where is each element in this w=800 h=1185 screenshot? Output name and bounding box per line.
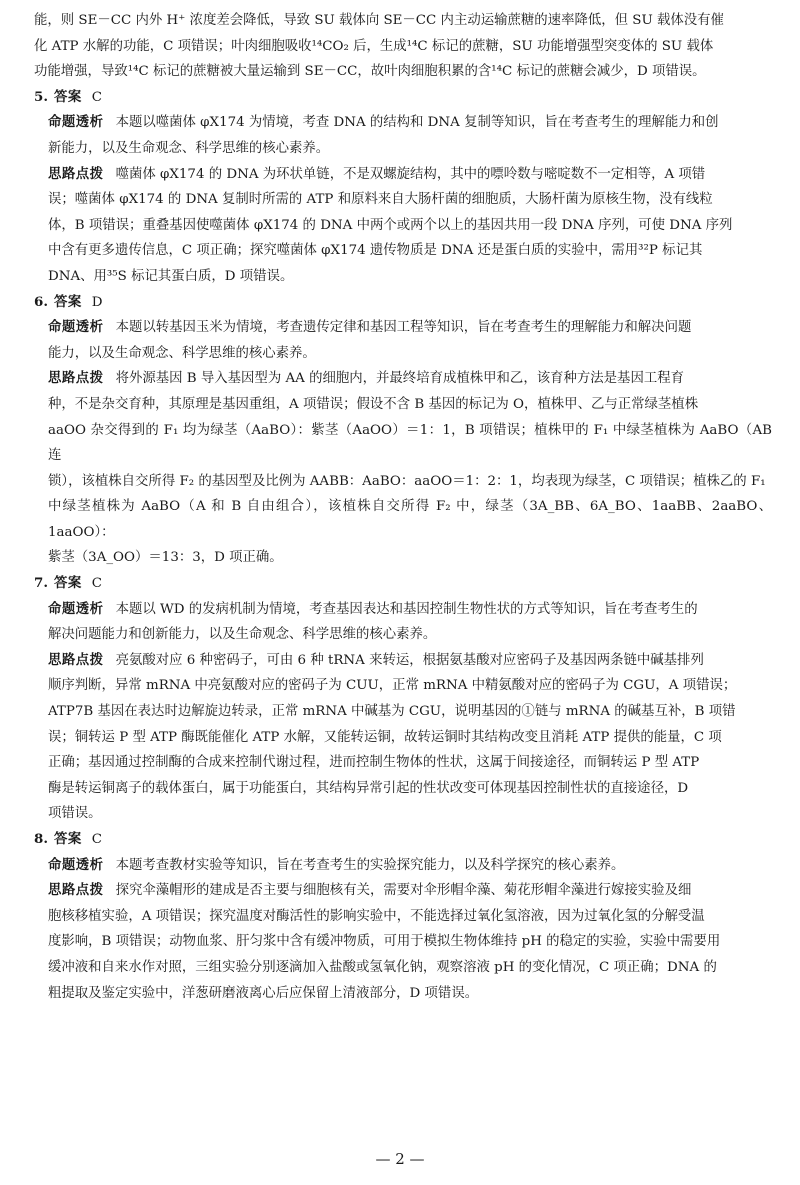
text-line: 本题以转基因玉米为情境，考查遗传定律和基因工程等知识，旨在考查考生的理解能力和解决问题	[115, 320, 692, 336]
text-line: 粗提取及鉴定实验中，洋葱研磨液离心后应保留上清液部分，D 项错误。	[48, 985, 479, 1001]
text-line: 酶是转运铜离子的载体蛋白，属于功能蛋白，其结构异常引起的性状改变可体现基因控制性状的直接途径，D	[48, 780, 689, 796]
text-line: 能，则 SE－CC 内外 H⁺ 浓度差会降低，导致 SU 载体向 SE－CC 内主动运输蔗糖的速率降低，但 SU 载体没有催	[34, 13, 724, 28]
text-line: 种，不是杂交育种，其原理是基因重组，A 项错误；假设不含 B 基因的标记为 O，植株甲、乙与正常绿茎植株	[48, 396, 699, 412]
page-number: — 2 —	[375, 1150, 425, 1169]
question-block-5	[34, 85, 772, 290]
tip-section	[34, 366, 772, 571]
text-line: 新能力，以及生命观念、科学思维的核心素养。	[48, 140, 330, 156]
text-line: 中绿茎植株为 AaBO（A 和 B 自由组合），该植株自交所得 F₂ 中，绿茎（3A_BB、6A_BO、1aaBB、2aaBO、1aaOO）：	[48, 499, 772, 540]
answer-label: 答案	[53, 575, 82, 592]
answer-heading	[34, 571, 772, 597]
intent-section	[34, 110, 772, 161]
tip-label: 思路点拨	[48, 882, 104, 899]
tip-label: 思路点拨	[48, 651, 104, 668]
tip-label: 思路点拨	[48, 165, 104, 182]
answer-value: C	[91, 89, 103, 105]
intent-section	[34, 597, 772, 648]
text-line: 解决问题能力和创新能力，以及生命观念、科学思维的核心素养。	[48, 627, 437, 643]
text-line: 化 ATP 水解的功能，C 项错误；叶肉细胞吸收¹⁴CO₂ 后，生成¹⁴C 标记的蔗糖，SU 功能增强型突变体的 SU 载体	[34, 38, 714, 54]
question-number: 8.	[34, 831, 48, 847]
question-block-6	[34, 290, 772, 572]
intent-label: 命题透析	[48, 114, 104, 131]
intent-section	[34, 853, 772, 879]
text-line: 本题考查教材实验等知识，旨在考查考生的实验探究能力，以及科学探究的核心素养。	[115, 857, 625, 873]
tip-label: 思路点拨	[48, 370, 104, 387]
text-line: ATP7B 基因在表达时边解旋边转录，正常 mRNA 中碱基为 CGU，说明基因的①链与 mRNA 的碱基互补，B 项错	[48, 704, 736, 720]
answer-label: 答案	[53, 293, 82, 310]
intent-label: 命题透析	[48, 600, 104, 617]
text-line: 顺序判断，异常 mRNA 中亮氨酸对应的密码子为 CUU，正常 mRNA 中精氨酸对应的密码子为 CGU，A 项错误；	[48, 678, 737, 694]
text-line: 体，B 项错误；重叠基因使噬菌体 φX174 的 DNA 中两个或两个以上的基因共用一段 DNA 序列，可使 DNA 序列	[48, 217, 733, 233]
text-line: 正确；基因通过控制酶的合成来控制代谢过程，进而控制生物体的性状，这属于间接途径，而铜转运 P 型 ATP	[48, 755, 700, 771]
text-line: 胞核移植实验，A 项错误；探究温度对酶活性的影响实验中，不能选择过氧化氢溶液，因为过氧化氢的分解受温	[48, 908, 705, 924]
text-line: 探究伞藻帽形的建成是否主要与细胞核有关，需要对伞形帽伞藻、菊花形帽伞藻进行嫁接实验及细	[115, 883, 692, 899]
carryover-paragraph	[34, 8, 772, 85]
intent-label: 命题透析	[48, 856, 104, 873]
text-line: 缓冲液和自来水作对照，三组实验分别逐滴加入盐酸或氢氧化钠，观察溶液 pH 的变化情况，C 项正确；DNA 的	[48, 959, 717, 975]
text-line: 项错误。	[48, 806, 102, 822]
intent-label: 命题透析	[48, 319, 104, 336]
text-line: 功能增强，导致¹⁴C 标记的蔗糖被大量运输到 SE－CC，故叶肉细胞积累的含¹⁴C 标记的蔗糖会减少，D 项错误。	[34, 64, 706, 80]
text-line: 噬菌体 φX174 的 DNA 为环状单链，不是双螺旋结构，其中的嘌呤数与嘧啶数不一定相等，A 项错	[115, 166, 706, 182]
tip-section	[34, 648, 772, 827]
text-line: aaOO 杂交得到的 F₁ 均为绿茎（AaBO）：紫茎（AaOO）＝1：1，B 项错误；植株甲的 F₁ 中绿茎植株为 AaBO（AB 连	[48, 422, 772, 464]
text-line: 亮氨酸对应 6 种密码子，可由 6 种 tRNA 来转运，根据氨基酸对应密码子及基因两条链中碱基排列	[115, 652, 704, 668]
answer-heading	[34, 290, 772, 316]
text-line: 紫茎（3A_OO）＝13：3，D 项正确。	[48, 550, 283, 566]
text-line: 本题以 WD 的发病机制为情境，考查基因表达和基因控制生物性状的方式等知识，旨在考查考生的	[115, 601, 698, 617]
answer-value: C	[91, 576, 103, 592]
text-line: 误；铜转运 P 型 ATP 酶既能催化 ATP 水解，又能转运铜，故转运铜时其结构改变且消耗 ATP 提供的能量，C 项	[48, 729, 722, 745]
question-number: 7.	[34, 575, 48, 592]
text-line: 误；噬菌体 φX174 的 DNA 复制时所需的 ATP 和原料来自大肠杆菌的细胞质，大肠杆菌为原核生物，没有线粒	[48, 192, 713, 208]
tip-section	[34, 878, 772, 1006]
intent-section	[34, 315, 772, 366]
answer-label: 答案	[53, 88, 82, 105]
answer-heading	[34, 85, 772, 111]
text-line: 本题以噬菌体 φX174 为情境，考查 DNA 的结构和 DNA 复制等知识，旨在考查考生的理解能力和创	[115, 115, 719, 131]
answer-label: 答案	[53, 831, 82, 847]
text-line: 锁），该植株自交所得 F₂ 的基因型及比例为 AABB：AaBO：aaOO＝1：2：1，均表现为绿茎，C 项错误；植株乙的 F₁	[48, 473, 766, 489]
answer-heading	[34, 827, 772, 853]
text-line: 度影响，B 项错误；动物血浆、肝匀浆中含有缓冲物质，可用于模拟生物体维持 pH 的稳定的实验，实验中需要用	[48, 934, 721, 950]
text-line: 将外源基因 B 导入基因型为 AA 的细胞内，并最终培育成植株甲和乙，该育种方法是基因工程育	[115, 371, 685, 387]
answer-value: C	[91, 832, 103, 847]
question-number: 6.	[34, 293, 48, 310]
question-number: 5.	[34, 88, 48, 105]
text-line: DNA、用³⁵S 标记其蛋白质，D 项错误。	[48, 268, 294, 284]
answer-value: D	[91, 294, 103, 310]
question-block-7	[34, 571, 772, 827]
text-line: 能力，以及生命观念、科学思维的核心素养。	[48, 345, 316, 361]
tip-section	[34, 162, 772, 290]
question-block-8	[34, 827, 772, 1006]
text-line: 中含有更多遗传信息，C 项正确；探究噬菌体 φX174 遗传物质是 DNA 还是蛋白质的实验中，需用³²P 标记其	[48, 243, 703, 259]
